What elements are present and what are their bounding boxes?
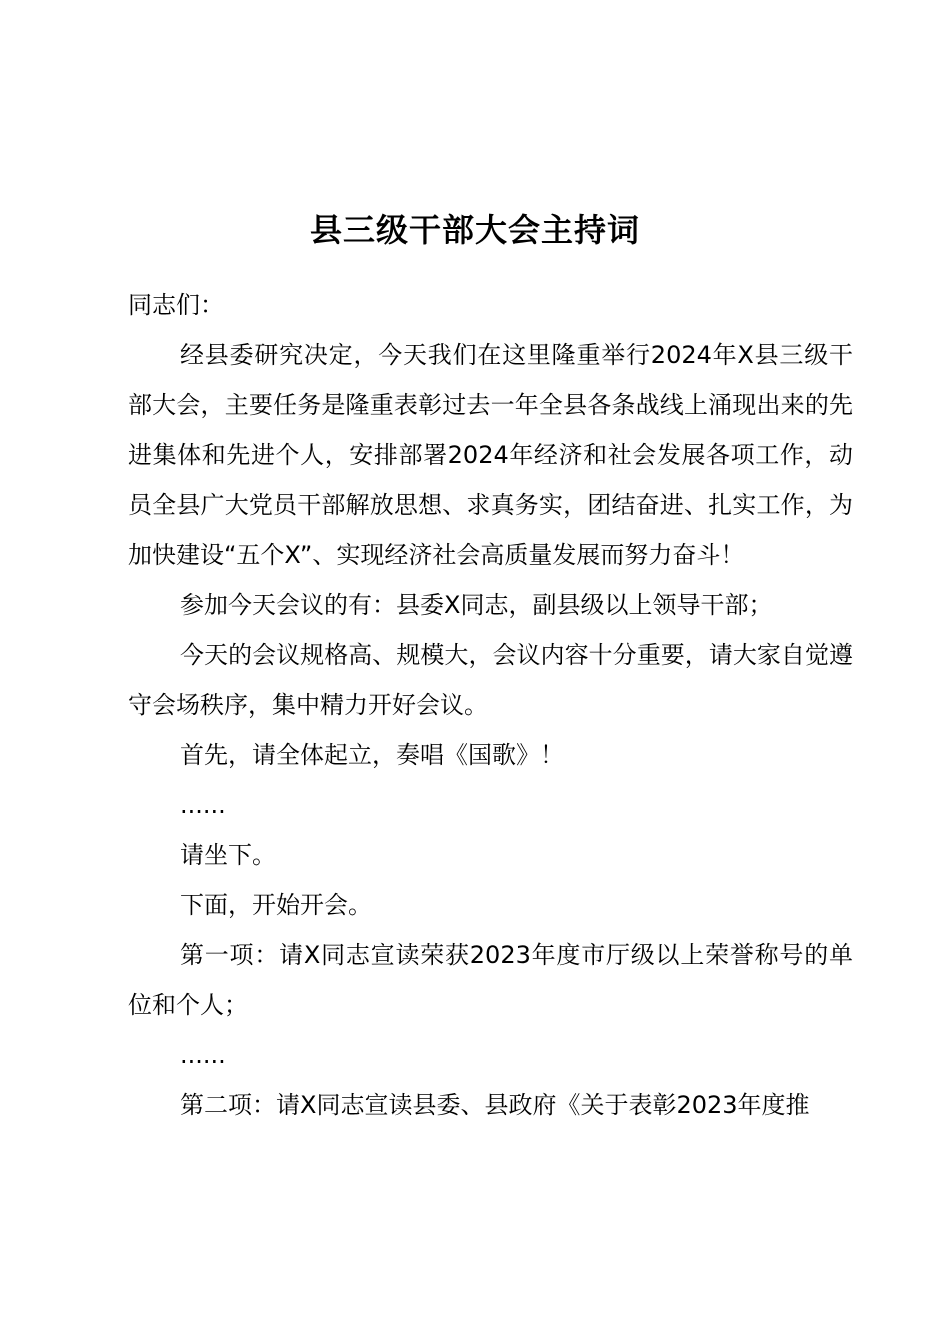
salutation: 同志们： <box>128 291 224 319</box>
paragraph-item-one: 第一项：请X同志宣读荣获2023年度市厅级以上荣誉称号的单位和个人； <box>128 941 853 1019</box>
document-body <box>128 280 853 1130</box>
paragraph-attendees: 参加今天会议的有：县委X同志，副县级以上领导干部； <box>180 591 773 619</box>
paragraph-discipline: 今天的会议规格高、规模大，会议内容十分重要，请大家自觉遵守会场秩序，集中精力开好会议。 <box>128 641 853 719</box>
paragraph-anthem: 首先，请全体起立，奏唱《国歌》！ <box>180 741 564 769</box>
paragraph-item-two: 第二项：请X同志宣读县委、县政府《关于表彰2023年度推 <box>180 1091 810 1119</box>
paragraph-sit-down: 请坐下。 <box>180 841 276 869</box>
paragraph-start: 下面，开始开会。 <box>180 891 372 919</box>
document-title: 县三级干部大会主持词 <box>309 211 640 249</box>
paragraph-ellipsis: ...... <box>180 1041 226 1069</box>
paragraph-ellipsis: ...... <box>180 791 226 819</box>
paragraph-intro: 经县委研究决定，今天我们在这里隆重举行2024年X县三级干部大会，主要任务是隆重表彰过去一年全县各条战线上涌现出来的先进集体和先进个人，安排部署2024年经济和社会发展各项工作，动员全县广大党员干部解放思想、求真务实，团结奋进、扎实工作，为加快建设“五个X”、实现经济社会高质量发展而努力奋斗！ <box>128 341 853 569</box>
